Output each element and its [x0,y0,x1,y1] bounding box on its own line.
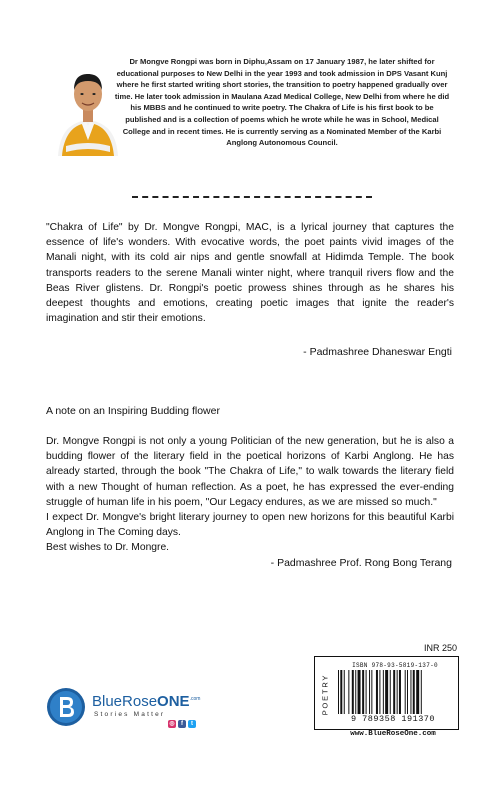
barcode-bar [379,670,380,714]
barcode-bar [348,670,349,714]
barcode-bar [369,670,370,714]
barcode-bar [371,670,372,714]
publisher-superscript: .com [189,696,201,702]
category-label [319,668,329,724]
author-bio: Dr Mongve Rongpi was born in Diphu,Assam on 17 January 1987, he later shifted for educational purposes to New Delhi in the year 1993 and took admission in DPS Vasant Kunj where he first started writing short stories, the transition to poetry happened gradually over time. He later took admission in Maulana Azad Medical College, New Delhi from where he did his MBBS and he continued to write poetry. The Chakra of Life is his first book to be published and is a collection of poems which he wrote while he was in School, Medical College and in recent times. He is currently serving as a Nominated Member of the Karbi Anglong Autonomous Council. [114,57,450,148]
barcode-bar [376,670,378,714]
barcode-bar [421,670,422,714]
barcode-bar [413,670,415,714]
barcode-image [336,670,454,714]
review-text-2c: Best wishes to Dr. Mongre. [46,542,170,553]
publisher-name-light: BlueRose [92,693,158,710]
publisher-tagline: Stories Matter [94,711,166,718]
barcode-bar [390,670,391,714]
barcode-bar [385,670,388,714]
review-text-1: "Chakra of Life" by Dr. Mongve Rongpi, MAC, is a lyrical journey that captures the essence of life's wonders. With evocative words, the poet paints vivid images of the Manali night, with its cold air nips and gentle snowfall at Hidimda Temple. The book transports readers to the serene Manali winter night, where tranquil rivers flow and the Beas River glistens. Dr. Rongpi's poetic prowess shines through as he shares his deepest thoughts and emotions, creating poetic images that ignite the reader's imagination and stir their emotions. [46,222,454,325]
instagram-icon: ◎ [169,721,175,727]
isbn-digits: 9 789358 191370 [350,714,435,724]
review-attribution-1: - Padmashree Dhaneswar Engti [303,346,452,358]
barcode-bar [355,670,356,714]
barcode-bar [416,670,419,714]
barcode-bar [352,670,354,714]
price-label: INR 250 [424,643,458,653]
barcode-bar [405,670,406,714]
barcode-bar [397,670,398,714]
publisher-website: www.BlueRoseOne.com [350,730,436,738]
barcode-bar [340,670,342,714]
barcode-bar [407,670,408,714]
review-text-2: Dr. Mongve Rongpi is not only a young Politician of the new generation, but he is also a budding flower of the literary field in the poetical horizons of Karbi Anglong. He has already started, through the book "The Chakra of Life," to walk towards the literary field with a new Thought of human reflection. As a poet, he has expressed the ever-ending struggle of human life in his poem, "Our Legacy endures, as we are missed so much." [46,436,454,508]
isbn-label: ISBN 978-93-5819-137-0 [352,662,438,669]
barcode-bar [393,670,395,714]
barcode-bar [410,670,411,714]
barcode-bar [383,670,384,714]
twitter-icon: t [188,720,196,728]
publisher-name [92,693,200,710]
category-text: POETRY [320,673,330,716]
barcode-bar [338,670,339,714]
barcode-bar [344,670,345,714]
review-text-2b: I expect Dr. Mongve's bright literary journey to open new horizons for this beautiful Karbi Anglong in The Coming days. [46,512,454,539]
publisher-logo-icon [46,687,86,727]
note-heading: A note on an Inspiring Budding flower [46,405,220,417]
barcode-bar [399,670,401,714]
barcode-bar [362,670,364,714]
social-icons [168,720,196,728]
facebook-icon: f [178,720,186,728]
section-divider [132,196,372,198]
barcode-bar [366,670,367,714]
barcode-bar [358,670,361,714]
publisher-name-bold: ONE [157,693,190,710]
review-attribution-2: - Padmashree Prof. Rong Bong Terang [270,557,452,569]
